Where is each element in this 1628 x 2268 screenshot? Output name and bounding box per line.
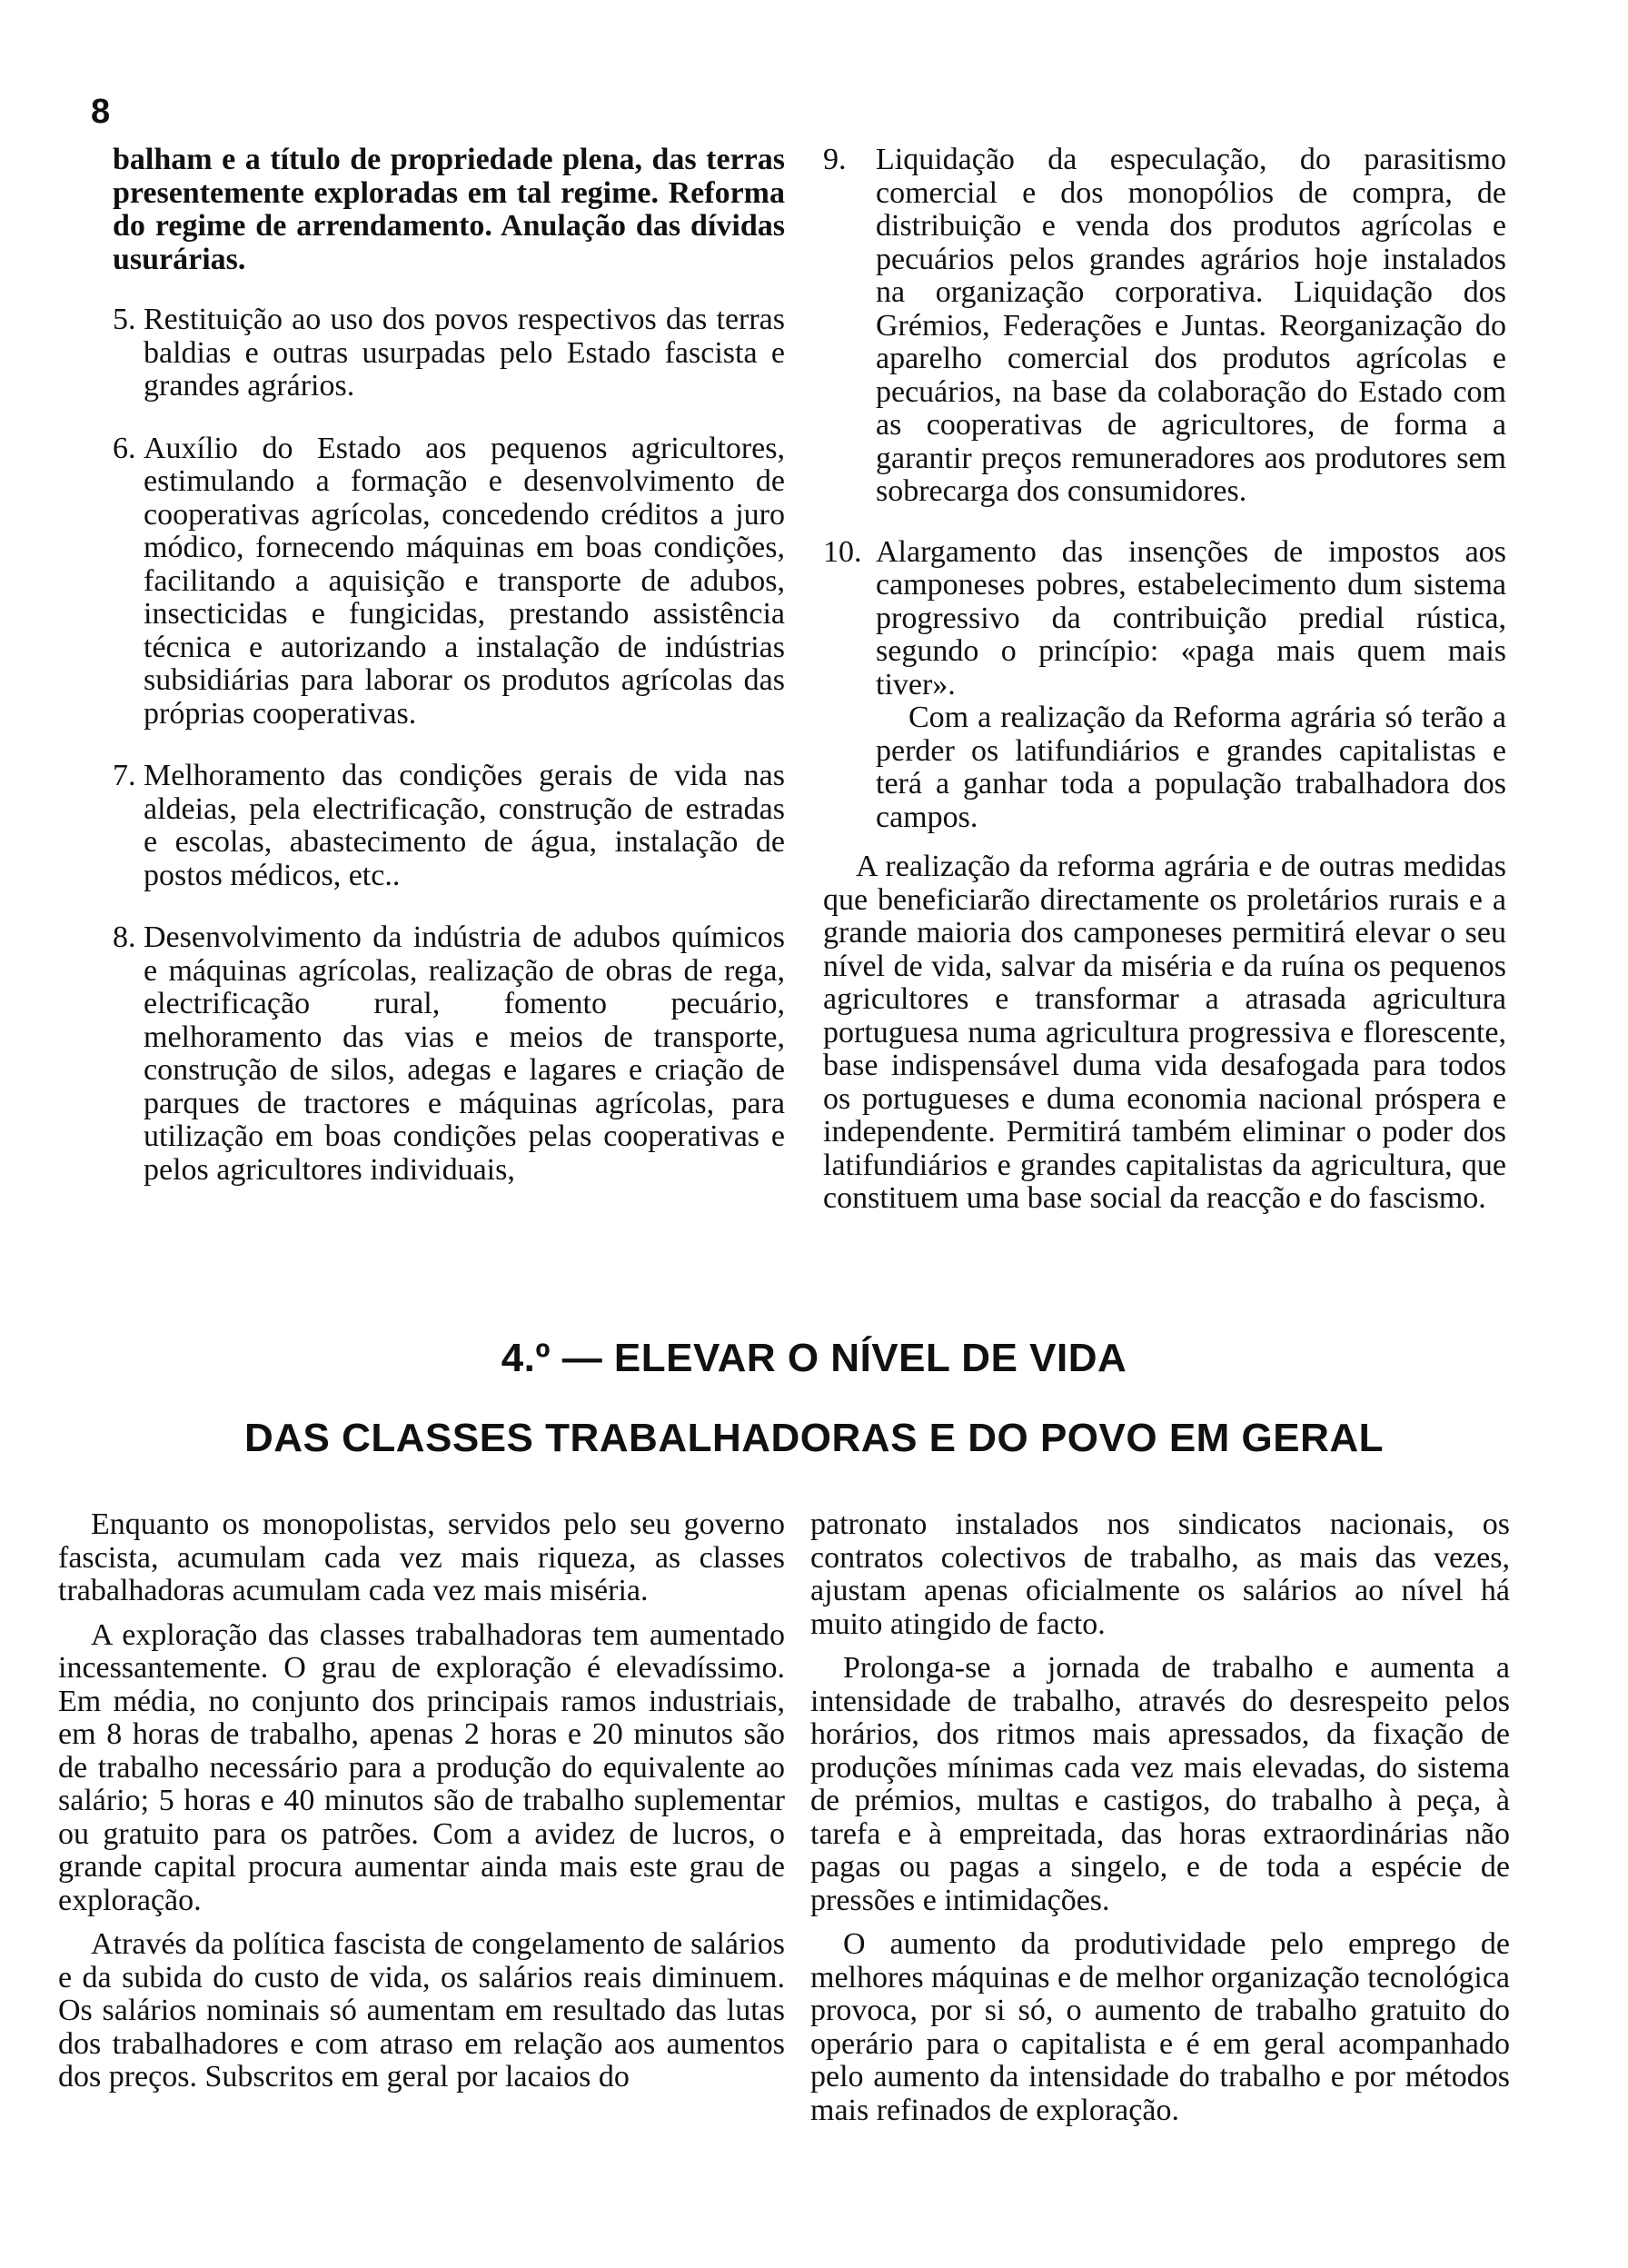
list-text: Melhoramento das condições gerais de vida nas aldeias, pela electrificação, construção de estradas e escolas, abastecimento de água, instalação de postos médicos, etc..	[144, 759, 785, 892]
right-column-top	[823, 144, 1506, 1216]
list-number: 9.	[823, 143, 847, 176]
list-item-5	[113, 303, 785, 403]
right-column-bottom	[810, 1508, 1510, 2127]
list-text: Restituição ao uso dos povos respectivos das terras baldias e outras usurpadas pelo Estado fascista e grandes agrários.	[144, 303, 785, 403]
list-item-6	[113, 433, 785, 731]
list-text: Auxílio do Estado aos pequenos agricultores, estimulando a formação e desenvolvimento de cooperativas agrícolas, concedendo créditos a juro módico, fornecendo máquinas em boas condições, facilitando a aquisição e transporte de adubos, insecticidas e fungicidas, prestando assistência técnica e autorizando a instalação de indústrias subsidiárias para laborar os produtos agrícolas das próprias cooperativas.	[144, 431, 785, 731]
list-text: Desenvolvimento da indústria de adubos químicos e máquinas agrícolas, realização de obras de rega, electrificação rural, fomento pecuário, melhoramento das vias e meios de transporte, construção de silos, adegas e lagares e criação de parques de tractores e máquinas agrícolas, para utilização em boas condições pelas cooperativas e pelos agricultores individuais,	[144, 920, 785, 1187]
list-number: 5.	[113, 303, 136, 336]
list-number: 8.	[113, 920, 136, 954]
list-item-7	[113, 760, 785, 892]
closing-statement	[823, 701, 1506, 834]
continuation-paragraph: balham e a título de propriedade plena, das terras presentemente exploradas em tal regime. Reforma do regime de arrendamento. Anulação das dívidas usurárias.	[113, 143, 785, 276]
list-text: Liquidação da especulação, do parasitismo comercial e dos monopólios de compra, de distribuição e venda dos produtos agrícolas e pecuários pelos grandes agrários hoje instalados na organização corporativa. Liquidação dos Grémios, Federações e Juntas. Reorganização do aparelho comercial dos produtos agrícolas e pecuários, na base da colaboração do Estado com as cooperativas de agricultores, de forma a garantir preços remuneradores aos produtores sem sobrecarga dos consumidores.	[876, 143, 1506, 508]
closing-text: Com a realização da Reforma agrária só terão a perder os latifundiários e grandes capitalistas e terá a ganhar toda a população trabalhadora dos campos.	[876, 701, 1506, 834]
list-item-8	[113, 921, 785, 1187]
list-item-10	[823, 536, 1506, 702]
paragraph: A exploração das classes trabalhadoras tem aumentado incessantemente. O grau de exploração é elevadíssimo. Em média, no conjunto dos principais ramos industriais, em 8 horas de trabalho, apenas 2 horas e 20 minutos são de trabalho necessário para a produção do equivalente ao salário; 5 horas e 40 minutos são de trabalho suplementar ou gratuito para os patrões. Com a avidez de lucros, o grande capital procura aumentar ainda mais este grau de exploração.	[58, 1617, 785, 1917]
left-column-top	[113, 144, 785, 1187]
list-number: 10.	[823, 534, 862, 569]
section-title-line-1: 4.º — ELEVAR O NÍVEL DE VIDA	[501, 1336, 1127, 1380]
paragraph: Enquanto os monopolistas, servidos pelo seu governo fascista, acumulam cada vez mais riqueza, as classes trabalhadoras acumulam cada vez mais miséria.	[58, 1507, 785, 1607]
list-text: Alargamento das insenções de impostos aos camponeses pobres, estabelecimento dum sistema progressivo da contribuição predial rústica, segundo o princípio: «paga mais quem mais tiver».	[876, 534, 1506, 701]
list-number: 6.	[113, 431, 136, 465]
paragraph: Através da política fascista de congelamento de salários e da subida do custo de vida, os salários reais diminuem. Os salários nominais só aumentam em resultado das lutas dos trabalhadores e com atraso em relação aos aumentos dos preços. Subscritos em geral por lacaios do	[58, 1927, 785, 2094]
paragraph: Prolonga-se a jornada de trabalho e aumenta a intensidade de trabalho, através do desrespeito pelos horários, dos ritmos mais apressados, da fixação de produções mínimas cada vez mais elevadas, do sistema de prémios, multas e castigos, do trabalho à peça, à tarefa e à empreitada, das horas extraordinárias não pagas ou pagas a singelo, e de toda a espécie de pressões e intimidações.	[810, 1651, 1510, 1917]
list-item-9	[823, 144, 1506, 509]
left-column-bottom	[58, 1508, 785, 2094]
paragraph: O aumento da produtividade pelo emprego de melhores máquinas e de melhor organização tecnológica provoca, por si só, o aumento de trabalho gratuito do operário para o capitalista e é em geral acompanhado pelo aumento da intensidade do trabalho e por métodos mais refinados de exploração.	[810, 1927, 1510, 2127]
list-number: 7.	[113, 759, 136, 792]
reform-paragraph: A realização da reforma agrária e de outras medidas que beneficiarão directamente os proletários rurais e a grande maioria dos camponeses permitirá elevar o seu nível de vida, salvar da miséria e da ruína os pequenos agricultores e transformar a atrasada agricultura portuguesa numa agricultura progressiva e florescente, base indispensável duma vida desafogada para todos os portugueses e duma economia nacional próspera e independente. Permitirá também eliminar o poder dos latifundiários e grandes capitalistas da agricultura, que constituem uma base social da reacção e do fascismo.	[823, 850, 1506, 1215]
section-title-line-2: DAS CLASSES TRABALHADORAS E DO POVO EM GERAL	[243, 1416, 1385, 1460]
paragraph: patronato instalados nos sindicatos nacionais, os contratos colectivos de trabalho, as mais das vezes, ajustam apenas oficialmente os salários ao nível há muito atingido de facto.	[810, 1507, 1510, 1641]
indent-spacer	[823, 701, 876, 834]
page-number: 8	[91, 93, 111, 131]
